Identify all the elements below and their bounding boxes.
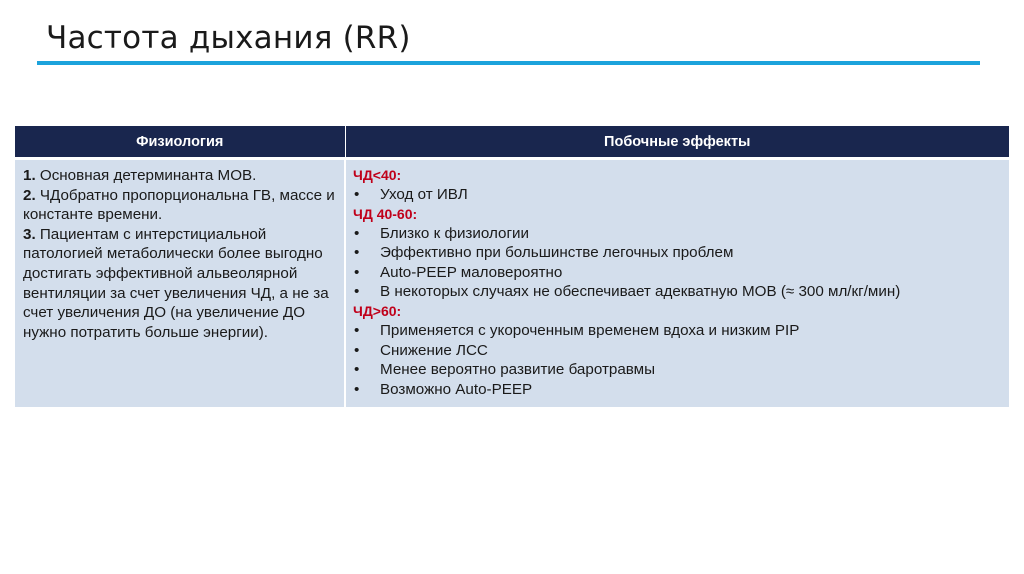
range-label-high: ЧД>60: bbox=[353, 302, 402, 319]
slide-title: Частота дыхания (RR) bbox=[46, 20, 411, 56]
table-row bbox=[15, 159, 1009, 408]
list-item: • В некоторых случаях не обеспечивает адекватную МОВ (≈ 300 мл/кг/мин) bbox=[353, 282, 1003, 302]
list-item: • Снижение ЛСС bbox=[353, 341, 1003, 361]
title-underline bbox=[37, 61, 980, 65]
bullet-list-mid bbox=[353, 224, 1003, 302]
bullet-list-low bbox=[353, 185, 1003, 205]
content-table bbox=[15, 126, 1009, 407]
list-item: • Уход от ИВЛ bbox=[353, 185, 1003, 205]
physiology-item-3: 3. Пациентам с интерстициальной патологией метаболически более выгодно достигать эффективной альвеолярной вентиляции за счет увеличения ЧД, а не за счет увеличения ДО (на увеличение ДО нужно потратить больше энергии). bbox=[23, 225, 329, 341]
list-item: • Применяется с укороченным временем вдоха и низким PIP bbox=[353, 321, 1003, 341]
table-header-row bbox=[15, 126, 1009, 159]
list-item: • Менее вероятно развитие баротравмы bbox=[353, 360, 1003, 380]
list-item: • Близко к физиологии bbox=[353, 224, 1003, 244]
header-physiology: Физиология bbox=[15, 126, 345, 159]
list-item: • Auto-PEEP маловероятно bbox=[353, 263, 1003, 283]
physiology-item-1: 1. Основная детерминанта МОВ. bbox=[23, 167, 257, 184]
side-effects-cell bbox=[345, 159, 1009, 408]
list-item: • Возможно Auto-PEEP bbox=[353, 380, 1003, 400]
physiology-item-2: 2. ЧДобратно пропорциональна ГВ, массе и константе времени. bbox=[23, 186, 335, 224]
list-item: • Эффективно при большинстве легочных проблем bbox=[353, 243, 1003, 263]
header-side-effects: Побочные эффекты bbox=[345, 126, 1009, 159]
physiology-cell bbox=[15, 159, 345, 408]
range-label-mid: ЧД 40-60: bbox=[353, 205, 418, 222]
range-label-low: ЧД<40: bbox=[353, 167, 402, 183]
bullet-list-high bbox=[353, 321, 1003, 399]
